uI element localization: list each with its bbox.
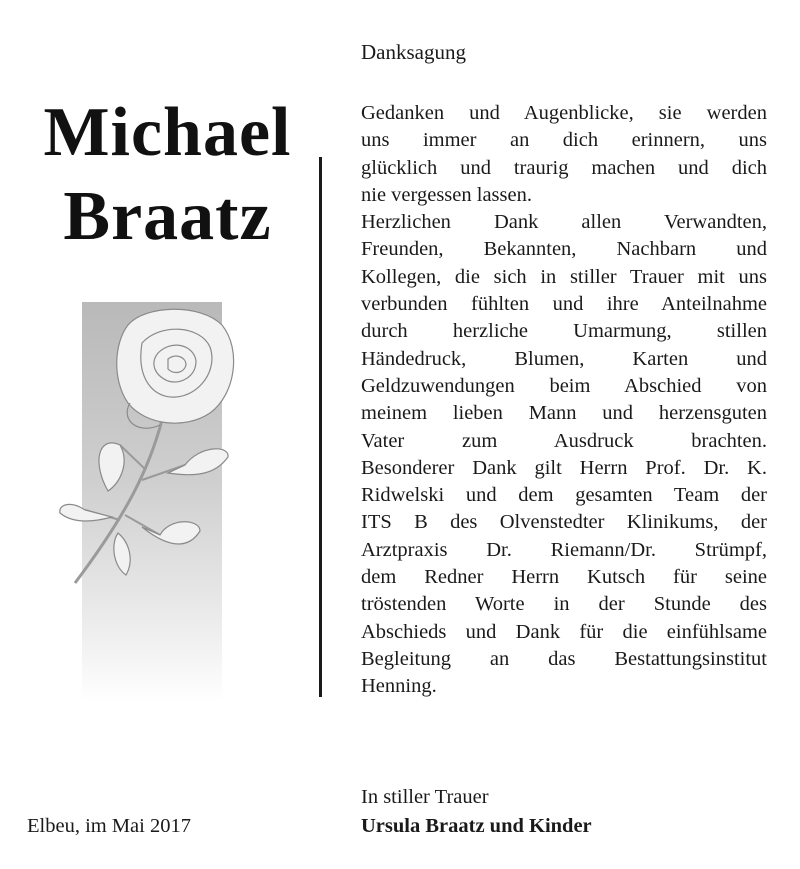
vertical-rule (319, 157, 322, 697)
text-line: durch herzliche Umarmung, stillen (361, 320, 767, 343)
text-line: Begleitung an das Bestattungsinstitut (361, 647, 767, 670)
text-line: tröstenden Worte in der Stunde des (361, 593, 767, 616)
text-line: dem Redner Herrn Kutsch für seine (361, 566, 767, 589)
deceased-last-name: Braatz (63, 178, 272, 255)
text-line: Geldzuwendungen beim Abschied von (361, 374, 767, 397)
text-line: Abschieds und Dank für die einfühlsame (361, 620, 767, 643)
text-line: uns immer an dich erinnern, uns (361, 129, 767, 152)
deceased-first-name: Michael (43, 94, 292, 171)
text-line: Händedruck, Blumen, Karten und (361, 347, 767, 370)
closing-phrase: In stiller Trauer (361, 786, 489, 808)
text-line: Gedanken und Augenblicke, sie werden (361, 102, 767, 124)
text-line: Kollegen, die sich in stiller Trauer mit uns (361, 265, 767, 288)
text-line: verbunden fühlten und ihre Anteilnahme (361, 293, 767, 316)
text-line: Besonderer Dank gilt Herrn Prof. Dr. K. (361, 456, 767, 479)
heading-danksagung: Danksagung (361, 40, 466, 64)
rose-icon (50, 295, 250, 595)
text-line: Vater zum Ausdruck brachten. (361, 429, 767, 452)
text-line: Arztpraxis Dr. Riemann/Dr. Strümpf, (361, 538, 767, 561)
text-line: Ridwelski und dem gesamten Team der (361, 484, 767, 507)
thank-you-text (361, 100, 767, 701)
place-date: Elbeu, im Mai 2017 (27, 815, 191, 837)
text-line: meinem lieben Mann und herzensguten (361, 402, 767, 425)
text-line: nie vergessen lassen. (361, 183, 532, 206)
text-line: glücklich und traurig machen und dich (361, 156, 767, 179)
signature: Ursula Braatz und Kinder (361, 815, 592, 837)
text-line: Henning. (361, 675, 437, 698)
text-line: ITS B des Olvenstedter Klinikums, der (361, 511, 767, 534)
text-line: Freunden, Bekannten, Nachbarn und (361, 238, 767, 261)
text-line: Herzlichen Dank allen Verwandten, (361, 211, 767, 234)
